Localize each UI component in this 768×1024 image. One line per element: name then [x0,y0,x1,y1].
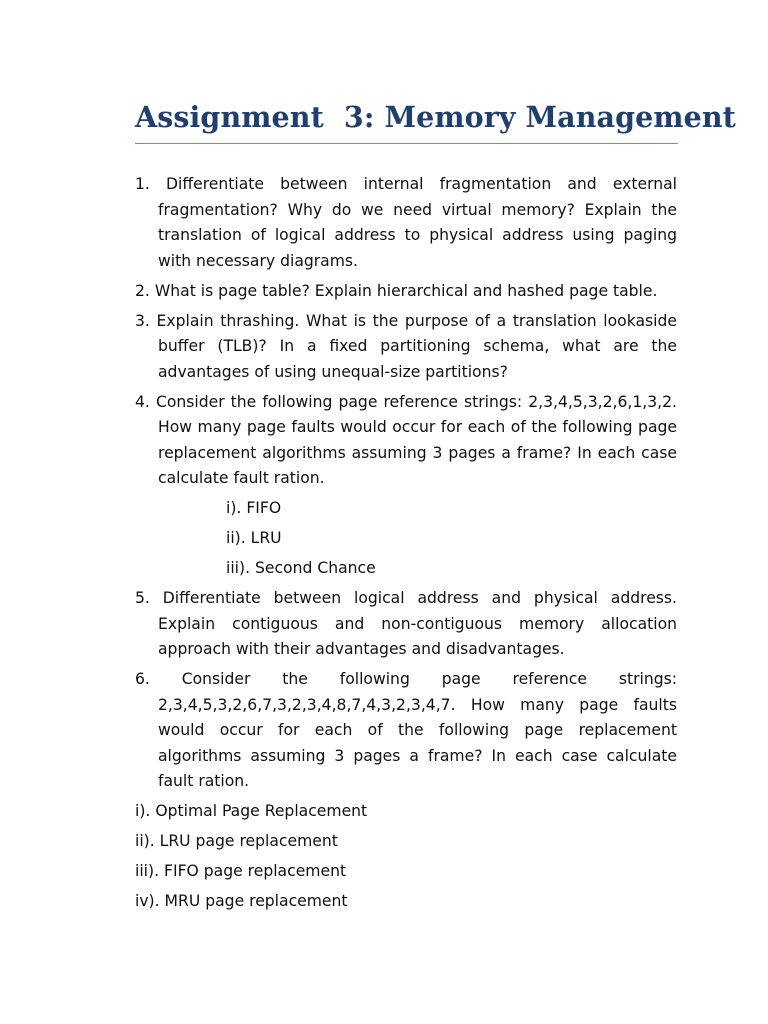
question-6-continued: 2,3,4,5,3,2,6,7,3,2,3,4,8,7,4,3,2,3,4,7. How many page faults would occur for each of the following page replacement algorithms assuming 3 pages a frame? In each case calculate fault ration. [158,695,677,790]
question-6-option-2: ii). LRU page replacement [135,832,338,850]
question-4-option-2: ii). LRU [226,529,282,547]
question-3: 3. Explain thrashing. What is the purpose of a translation lookaside buffer (TLB)? In a fixed partitioning schema, what are the advantages of using unequal-size partitions? [135,311,677,381]
question-4-option-3: iii). Second Chance [226,559,376,577]
question-4-option-1: i). FIFO [226,499,282,517]
question-4: 4. Consider the following page reference strings: 2,3,4,5,3,2,6,1,3,2. How many page faults would occur for each of the following page replacement algorithms assuming 3 pages a frame? In each case calculate fault ration. [135,392,677,487]
question-6-option-3: iii). FIFO page replacement [135,862,347,880]
title-block [135,96,736,144]
title-underline [135,143,678,144]
question-6-line-1: 6. Consider the following page reference strings: [135,670,677,688]
question-list [135,172,677,919]
question-6-option-4: iv). MRU page replacement [135,892,348,910]
question-2: 2. What is page table? Explain hierarchical and hashed page table. [135,281,658,300]
question-1: 1. Differentiate between internal fragmentation and external fragmentation? Why do we need virtual memory? Explain the translation of logical address to physical address using paging with necessary diagrams. [135,175,677,270]
question-6-option-1: i). Optimal Page Replacement [135,802,368,820]
page-title: Assignment 3: Memory Management [135,100,736,134]
question-5: 5. Differentiate between logical address and physical address. Explain contiguous and non-contiguous memory allocation approach with their advantages and disadvantages. [135,589,677,658]
